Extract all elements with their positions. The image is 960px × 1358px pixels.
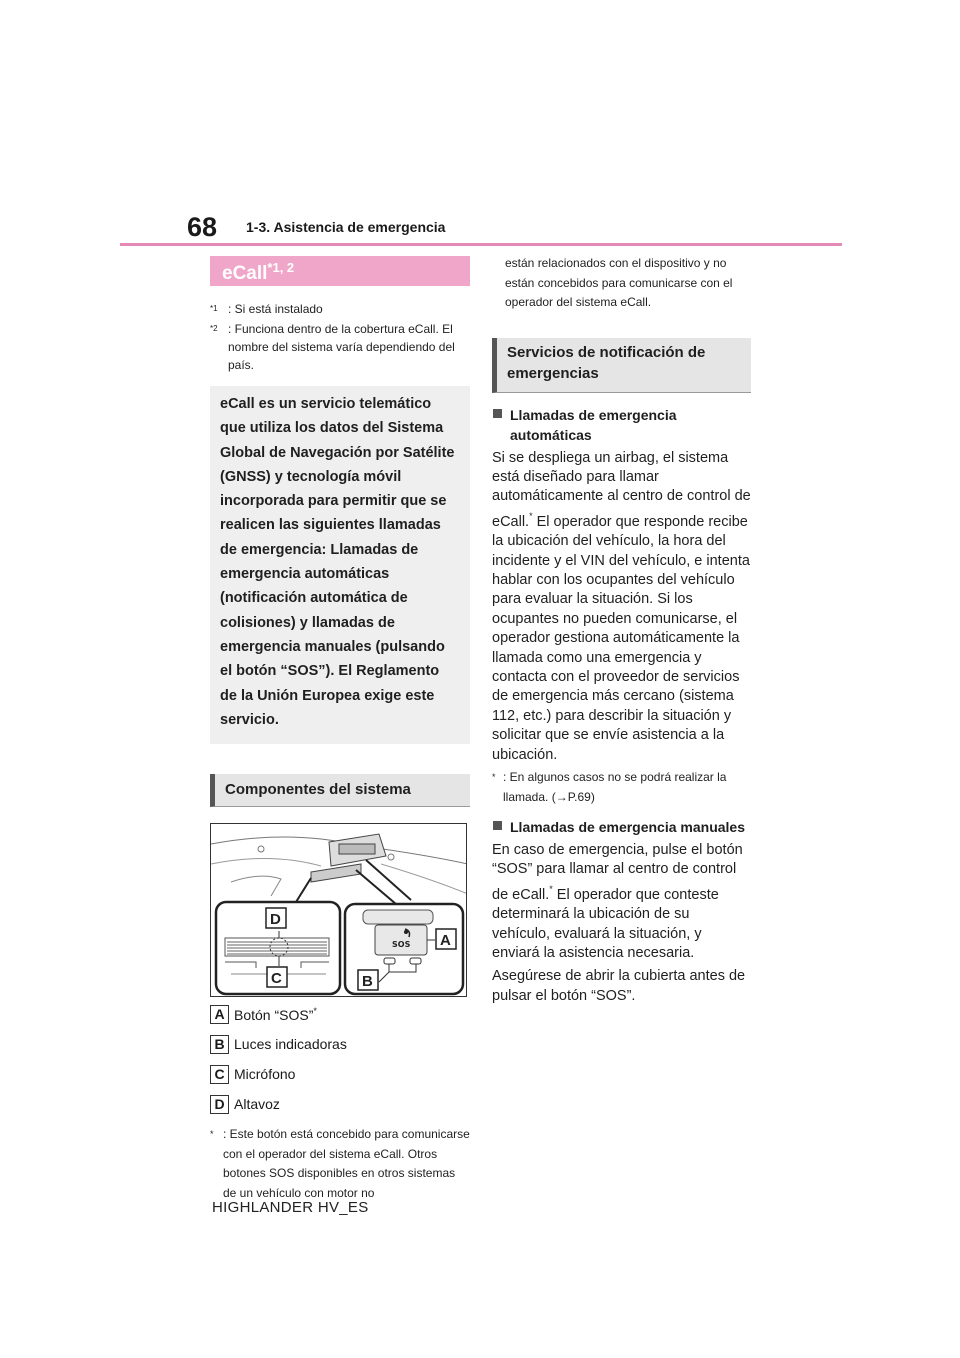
manual-text-2: El operador que conteste determinará la ubicación de su vehículo, evaluará la situación, y enviará la asistencia necesaria. (492, 886, 719, 962)
auto-sup: * (529, 510, 533, 521)
right-column (492, 256, 751, 1006)
continued-footnote: están relacionados con el dispositivo y no están concebidos para comunicarse con el operador del sistema eCall. (505, 256, 733, 309)
manual-text-1: En caso de emergencia, pulse el botón “SOS” para llamar al centro de control de eCall. (492, 842, 743, 903)
auto-call-footnote (492, 768, 751, 807)
legend-item-d (210, 1091, 470, 1121)
system-components-figure (210, 823, 467, 997)
footer-model: HIGHLANDER HV_ES (212, 1199, 369, 1216)
auto-text-2: El operador que responde recibe la ubicación del vehículo, la hora del incidente y el VIN del vehículo, e intenta hablar con los ocupantes del vehículo para evaluar la situación. Si los ocupantes no pueden comunicarse, el operador gestiona automáticamente la llamada como una emergencia y contacta con el proveedor de servicios de emergencia más cercano (sistema 112, etc.) para describir la situación y solicitar que se envíe asistencia a la ubicación. (492, 513, 750, 763)
left-column (210, 256, 470, 1203)
callout-d: D (270, 911, 281, 929)
ecall-title: eCall (222, 263, 268, 284)
intro-box (210, 386, 470, 744)
legend-item-c (210, 1061, 470, 1091)
figure-sos-label: SOS (392, 940, 411, 950)
components-heading (210, 774, 470, 807)
ecall-title-sup: *1, 2 (267, 260, 295, 275)
footnote-mark: * (492, 772, 496, 782)
auto-call-heading (492, 405, 751, 445)
banner-footnotes (210, 300, 470, 374)
notification-services-heading-text: Servicios de notificación de emergencias (507, 343, 706, 382)
manual-call-body (492, 841, 751, 963)
legend-letter: B (210, 1035, 229, 1054)
page-number: 68 (187, 212, 218, 242)
overhead-console-illustration (211, 824, 467, 997)
callout-b: B (362, 973, 373, 991)
legend-label: Botón “SOS” (234, 1007, 314, 1024)
ecall-banner (210, 256, 470, 286)
manual-sup: * (549, 883, 553, 894)
footnote-text: : Funciona dentro de la cobertura eCall. El nombre del sistema varía dependiendo del país. (228, 322, 455, 372)
components-heading-text: Componentes del sistema (225, 781, 411, 799)
footnote-2 (210, 320, 470, 374)
legend-letter: C (210, 1065, 229, 1084)
bullet-square-icon (493, 821, 502, 830)
footnote-mark: * (210, 1129, 214, 1140)
legend-label: Luces indicadoras (234, 1036, 347, 1053)
bullet-square-icon (493, 409, 502, 418)
manual-call-heading (492, 817, 751, 837)
notification-services-heading (492, 338, 751, 393)
legend-letter: A (210, 1005, 229, 1024)
legend (210, 1001, 470, 1121)
legend-item-a (210, 1001, 470, 1031)
footnote-text: : En algunos casos no se podrá realizar la llamada. (→P.69) (503, 770, 727, 804)
header-rule (120, 243, 842, 246)
section-title: 1-3. Asistencia de emergencia (246, 219, 446, 235)
legend-label: Micrófono (234, 1066, 296, 1083)
callout-a: A (440, 932, 451, 950)
manual-call-note: Asegúrese de abrir la cubierta antes de pulsar el botón “SOS”. (492, 968, 746, 1004)
button-footnote (210, 1125, 470, 1203)
footnote-text: : Este botón está concebido para comunicarse con el operador del sistema eCall. Otros botones SOS disponibles en otros sistemas de un vehículo con motor no (223, 1127, 470, 1200)
legend-label: Altavoz (234, 1096, 280, 1113)
footnote-text: : Si está instalado (228, 302, 323, 316)
manual-call-title: Llamadas de emergencia manuales (510, 819, 745, 835)
legend-sup: * (313, 1006, 317, 1017)
footnote-mark: *1 (210, 304, 218, 313)
legend-letter: D (210, 1095, 229, 1114)
legend-item-b (210, 1031, 470, 1061)
intro-text: eCall es un servicio telemático que utiliza los datos del Sistema Global de Navegación por Satélite (GNSS) y tecnología móvil incorporada para permitir que se realicen las siguientes llamadas de emergencia: Llamadas de emergencia automáticas (notificación automática de colisiones) y llamadas de emergencia manuales (pulsando el botón “SOS”). El Reglamento de la Unión Europea exige este servicio. (220, 396, 455, 728)
auto-text-1: Si se despliega un airbag, el sistema está diseñado para llamar automáticamente al centro de control de eCall. (492, 449, 751, 530)
callout-c: C (271, 970, 282, 988)
footnote-1 (210, 300, 470, 318)
footnote-mark: *2 (210, 324, 218, 333)
auto-call-body (492, 449, 751, 766)
auto-call-title: Llamadas de emergencia automáticas (510, 406, 677, 443)
